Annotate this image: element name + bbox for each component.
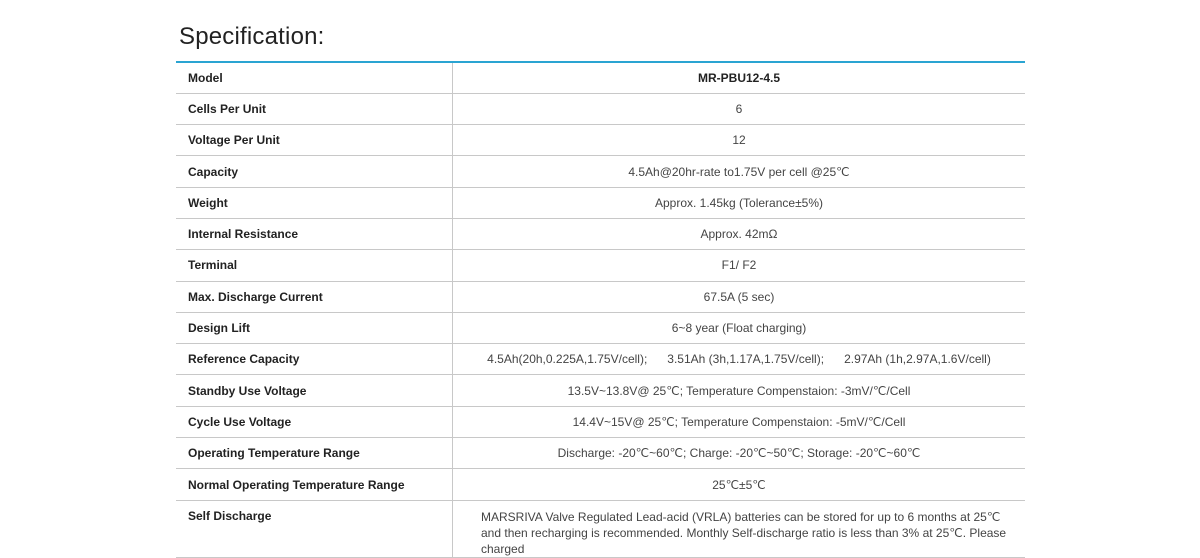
table-row-weight bbox=[176, 187, 1025, 218]
table-row-cells-per-unit bbox=[176, 93, 1025, 124]
table-row-terminal bbox=[176, 250, 1025, 281]
reference-capacity-20h: 4.5Ah(20h,0.225A,1.75V/cell); bbox=[487, 352, 648, 367]
table-row-design-lift bbox=[176, 312, 1025, 343]
row-label: Voltage Per Unit bbox=[176, 125, 453, 156]
table-row-voltage-per-unit bbox=[176, 125, 1025, 156]
row-value: 6~8 year (Float charging) bbox=[453, 312, 1026, 343]
row-value: 12 bbox=[453, 125, 1026, 156]
table-row-operating-temperature-range bbox=[176, 438, 1025, 469]
row-label: Self Discharge bbox=[176, 500, 453, 557]
row-value bbox=[453, 344, 1026, 375]
table-row-self-discharge bbox=[176, 500, 1025, 557]
row-label: Normal Operating Temperature Range bbox=[176, 469, 453, 500]
table-row-max-discharge-current bbox=[176, 281, 1025, 312]
row-value: F1/ F2 bbox=[453, 250, 1026, 281]
table-row-internal-resistance bbox=[176, 218, 1025, 249]
row-label: Operating Temperature Range bbox=[176, 438, 453, 469]
row-label: Cells Per Unit bbox=[176, 93, 453, 124]
specification-table bbox=[176, 61, 1025, 558]
row-label: Terminal bbox=[176, 250, 453, 281]
row-value: 13.5V~13.8V@ 25℃; Temperature Compenstaion: -3mV/℃/Cell bbox=[453, 375, 1026, 406]
table-row-capacity bbox=[176, 156, 1025, 187]
row-value: Approx. 42mΩ bbox=[453, 218, 1026, 249]
row-value: MR-PBU12-4.5 bbox=[453, 62, 1026, 93]
table-row-model bbox=[176, 62, 1025, 93]
row-value: 4.5Ah@20hr-rate to1.75V per cell @25℃ bbox=[453, 156, 1026, 187]
row-value: MARSRIVA Valve Regulated Lead-acid (VRLA) batteries can be stored for up to 6 months at 25℃ and then recharging is recommended. Monthly Self-discharge ratio is less than 3% at 25℃. Please charged bbox=[453, 500, 1026, 557]
row-value: 6 bbox=[453, 93, 1026, 124]
table-row-cycle-use-voltage bbox=[176, 406, 1025, 437]
row-label: Weight bbox=[176, 187, 453, 218]
row-label: Capacity bbox=[176, 156, 453, 187]
row-value: Approx. 1.45kg (Tolerance±5%) bbox=[453, 187, 1026, 218]
table-row-reference-capacity bbox=[176, 344, 1025, 375]
row-label: Design Lift bbox=[176, 312, 453, 343]
row-label: Cycle Use Voltage bbox=[176, 406, 453, 437]
row-value: 67.5A (5 sec) bbox=[453, 281, 1026, 312]
reference-capacity-1h: 2.97Ah (1h,2.97A,1.6V/cell) bbox=[844, 352, 991, 367]
reference-capacity-3h: 3.51Ah (3h,1.17A,1.75V/cell); bbox=[667, 352, 825, 367]
page-title: Specification: bbox=[179, 23, 325, 50]
row-value: Discharge: -20℃~60℃; Charge: -20℃~50℃; Storage: -20℃~60℃ bbox=[453, 438, 1026, 469]
row-label: Internal Resistance bbox=[176, 218, 453, 249]
row-value: 25℃±5℃ bbox=[453, 469, 1026, 500]
row-label: Max. Discharge Current bbox=[176, 281, 453, 312]
row-label: Reference Capacity bbox=[176, 344, 453, 375]
table-row-normal-operating-temperature-range bbox=[176, 469, 1025, 500]
table-row-standby-use-voltage bbox=[176, 375, 1025, 406]
row-value: 14.4V~15V@ 25℃; Temperature Compenstaion: -5mV/℃/Cell bbox=[453, 406, 1026, 437]
row-label: Model bbox=[176, 62, 453, 93]
row-label: Standby Use Voltage bbox=[176, 375, 453, 406]
